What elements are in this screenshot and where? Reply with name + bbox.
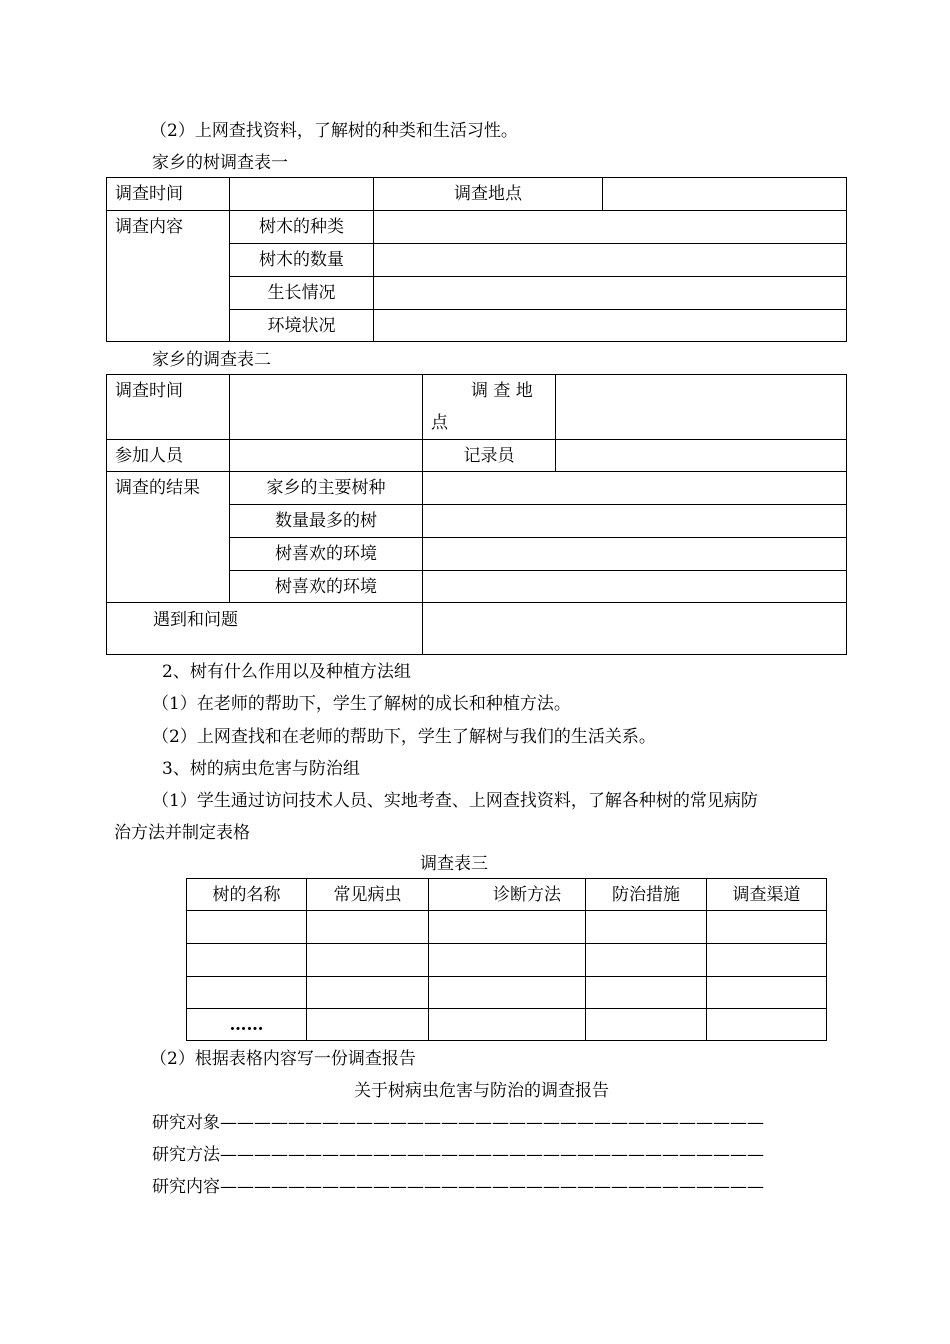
- members-cell[interactable]: [230, 440, 423, 472]
- table-cell[interactable]: [707, 911, 827, 944]
- row-cell[interactable]: [423, 472, 847, 505]
- table-cell[interactable]: [707, 977, 827, 1009]
- table3-title: 调查表三: [420, 854, 488, 874]
- report-title: 关于树病虫危害与防治的调查报告: [354, 1081, 609, 1101]
- recorder-cell[interactable]: [556, 440, 847, 472]
- table2-title: 家乡的调查表二: [152, 350, 271, 370]
- row-label: 家乡的主要树种: [230, 472, 423, 505]
- place-label: 调查地点: [374, 178, 603, 211]
- time-cell[interactable]: [230, 375, 423, 440]
- report-line-object: 研究对象————————————————————————————————: [152, 1113, 764, 1133]
- section3-paragraph-line2: 治方法并制定表格: [114, 823, 250, 843]
- row-label: 环境状况: [230, 310, 374, 342]
- section2-paragraph-2: （2）上网查找和在老师的帮助下，学生了解树与我们的生活关系。: [152, 727, 656, 747]
- row-label: 树木的种类: [230, 211, 374, 244]
- place-label-line1: 调 查 地: [471, 381, 533, 401]
- row-label: 树木的数量: [230, 244, 374, 277]
- table-cell[interactable]: [187, 911, 307, 944]
- survey-table-1: [106, 177, 847, 342]
- header-cell: 诊断方法: [429, 879, 586, 911]
- section3-heading: 3、树的病虫危害与防治组: [162, 759, 360, 779]
- table-cell[interactable]: [429, 977, 586, 1009]
- problem-cell[interactable]: [423, 603, 847, 655]
- recorder-label: 记录员: [423, 440, 556, 472]
- table1-title: 家乡的树调查表一: [152, 153, 288, 173]
- header-cell: 树的名称: [187, 879, 307, 911]
- ellipsis-cell: ……: [187, 1009, 307, 1041]
- table-cell[interactable]: [429, 1009, 586, 1041]
- content-label: 调查内容: [107, 211, 230, 342]
- row-label: 数量最多的树: [230, 505, 423, 538]
- place-cell[interactable]: [603, 178, 847, 211]
- header-cell: 调查渠道: [707, 879, 827, 911]
- problem-label: 遇到和问题: [107, 603, 423, 655]
- table-cell[interactable]: [307, 1009, 429, 1041]
- table-cell[interactable]: [429, 944, 586, 977]
- table-cell[interactable]: [187, 977, 307, 1009]
- table-cell[interactable]: [586, 1009, 707, 1041]
- time-cell[interactable]: [230, 178, 374, 211]
- table-cell[interactable]: [586, 977, 707, 1009]
- place-cell[interactable]: [556, 375, 847, 440]
- row-label: 生长情况: [230, 277, 374, 310]
- report-line-method: 研究方法————————————————————————————————: [152, 1145, 764, 1165]
- table-cell[interactable]: [307, 911, 429, 944]
- table-cell[interactable]: [586, 911, 707, 944]
- time-label: 调查时间: [107, 375, 230, 440]
- row-cell[interactable]: [374, 244, 847, 277]
- header-cell: 防治措施: [586, 879, 707, 911]
- row-cell[interactable]: [374, 310, 847, 342]
- members-label: 参加人员: [107, 440, 230, 472]
- report-line-content: 研究内容————————————————————————————————: [152, 1177, 764, 1197]
- table-cell[interactable]: [586, 944, 707, 977]
- result-label: 调查的结果: [107, 472, 230, 603]
- place-label: [423, 375, 556, 440]
- table-cell[interactable]: [307, 944, 429, 977]
- section3-paragraph-line1: （1）学生通过访问技术人员、实地考查、上网查找资料，了解各种树的常见病防: [152, 791, 758, 811]
- time-label: 调查时间: [107, 178, 230, 211]
- table-cell[interactable]: [707, 944, 827, 977]
- report-instruction: （2）根据表格内容写一份调查报告: [150, 1049, 416, 1069]
- table-cell[interactable]: [707, 1009, 827, 1041]
- table-cell[interactable]: [429, 911, 586, 944]
- row-cell[interactable]: [423, 505, 847, 538]
- section2-paragraph-1: （1）在老师的帮助下，学生了解树的成长和种植方法。: [152, 694, 571, 714]
- section2-heading: 2、树有什么作用以及种植方法组: [162, 662, 411, 682]
- row-cell[interactable]: [374, 277, 847, 310]
- row-label: 树喜欢的环境: [230, 538, 423, 571]
- table-cell[interactable]: [187, 944, 307, 977]
- header-cell: 常见病虫: [307, 879, 429, 911]
- paragraph-intro: （2）上网查找资料，了解树的种类和生活习性。: [150, 121, 518, 141]
- survey-table-3: [186, 878, 827, 1041]
- row-cell[interactable]: [423, 571, 847, 603]
- row-label: 树喜欢的环境: [230, 571, 423, 603]
- table-cell[interactable]: [307, 977, 429, 1009]
- row-cell[interactable]: [423, 538, 847, 571]
- row-cell[interactable]: [374, 211, 847, 244]
- place-label-line2: 点: [431, 413, 448, 433]
- survey-table-2: [106, 374, 847, 655]
